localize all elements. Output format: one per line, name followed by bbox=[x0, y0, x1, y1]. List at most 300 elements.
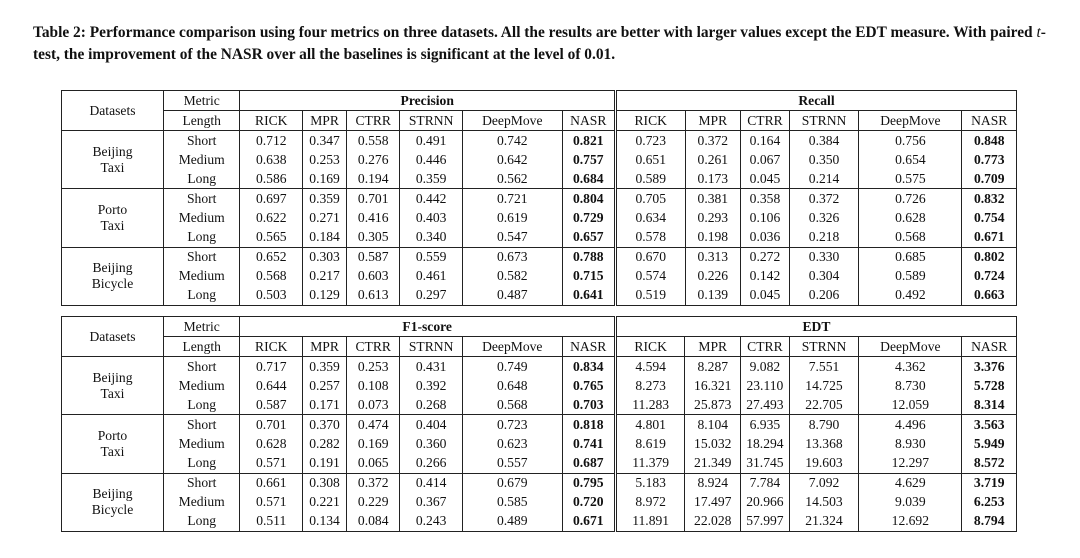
value-cell-right-ctrr: 0.106 bbox=[741, 209, 790, 228]
length-header: Length bbox=[163, 337, 239, 357]
value-cell-right-deepmove: 4.362 bbox=[859, 357, 962, 377]
value-cell-left-deepmove: 0.673 bbox=[462, 247, 562, 267]
length-label: Medium bbox=[163, 267, 239, 286]
value-cell-left-strnn: 0.559 bbox=[400, 247, 463, 267]
value-cell-right-rick: 0.519 bbox=[615, 286, 685, 306]
value-cell-left-strnn: 0.360 bbox=[400, 435, 463, 454]
value-cell-right-mpr: 21.349 bbox=[685, 454, 741, 474]
value-cell-left-rick: 0.503 bbox=[240, 286, 303, 306]
value-cell-right-strnn: 13.368 bbox=[789, 435, 859, 454]
value-cell-left-strnn: 0.446 bbox=[400, 150, 463, 169]
length-label: Medium bbox=[163, 435, 239, 454]
table-row bbox=[62, 376, 1017, 395]
method-header-mpr: MPR bbox=[685, 111, 741, 131]
value-cell-right-ctrr: 57.997 bbox=[741, 512, 790, 532]
value-cell-left-mpr: 0.171 bbox=[303, 395, 347, 415]
value-cell-right-nasr: 3.563 bbox=[962, 415, 1017, 435]
value-cell-right-mpr: 22.028 bbox=[685, 512, 741, 532]
value-cell-left-rick: 0.571 bbox=[255, 494, 287, 510]
value-cell-left-strnn: 0.367 bbox=[400, 493, 463, 512]
length-label: Medium bbox=[163, 209, 239, 228]
value-cell-right-mpr: 15.032 bbox=[685, 435, 741, 454]
value-cell-right-strnn: 14.503 bbox=[789, 493, 859, 512]
value-cell-right-ctrr: 27.493 bbox=[741, 395, 790, 415]
value-cell-left-nasr: 0.821 bbox=[562, 131, 615, 151]
table-row bbox=[62, 247, 1017, 267]
value-cell-right-nasr: 0.832 bbox=[962, 189, 1017, 209]
value-cell-left-nasr: 0.741 bbox=[562, 435, 615, 454]
value-cell-right-strnn: 14.725 bbox=[789, 376, 859, 395]
datasets-header: Datasets bbox=[62, 317, 164, 357]
table-row bbox=[62, 357, 1017, 377]
dataset-name-line2: Taxi bbox=[100, 444, 125, 460]
value-cell-right-nasr: 3.719 bbox=[962, 473, 1017, 493]
value-cell-right-strnn: 0.304 bbox=[789, 267, 859, 286]
method-header-mpr: MPR bbox=[303, 337, 347, 357]
caption-text-part1: Table 2: Performance comparison using four metrics on three datasets. All the results are better with larger values except the EDT measure. With paired bbox=[33, 24, 1037, 41]
value-cell-left-deepmove: 0.721 bbox=[462, 189, 562, 209]
value-cell-right-ctrr: 0.036 bbox=[741, 228, 790, 248]
value-cell-left-ctrr: 0.229 bbox=[347, 493, 400, 512]
value-cell-right-ctrr: 0.045 bbox=[741, 286, 790, 306]
value-cell-right-nasr: 0.663 bbox=[962, 286, 1017, 306]
dataset-name-line2: Taxi bbox=[100, 218, 125, 234]
method-header-ctrr: CTRR bbox=[347, 111, 400, 131]
value-cell-left-rick: 0.622 bbox=[255, 210, 287, 226]
value-cell-left-nasr: 0.834 bbox=[562, 357, 615, 377]
value-cell-right-rick: 11.283 bbox=[615, 395, 685, 415]
method-header-rick: RICK bbox=[240, 337, 303, 357]
length-label: Long bbox=[163, 228, 239, 248]
value-cell-left-deepmove: 0.562 bbox=[462, 169, 562, 189]
metric-name-f1-score: F1-score bbox=[240, 317, 615, 337]
value-cell-left-rick: 0.571 bbox=[240, 454, 303, 474]
value-cell-left-mpr: 0.308 bbox=[303, 473, 347, 493]
value-cell-right-nasr: 5.728 bbox=[962, 376, 1017, 395]
value-cell-left-nasr: 0.757 bbox=[562, 150, 615, 169]
value-cell-right-ctrr: 20.966 bbox=[741, 493, 790, 512]
value-cell-right-strnn: 21.324 bbox=[789, 512, 859, 532]
value-cell-right-rick: 5.183 bbox=[615, 473, 685, 493]
value-cell-left-deepmove: 0.568 bbox=[462, 395, 562, 415]
table-row bbox=[62, 415, 1017, 435]
value-cell-left-mpr: 0.169 bbox=[303, 169, 347, 189]
value-cell-right-deepmove: 4.496 bbox=[859, 415, 962, 435]
length-label: Long bbox=[163, 286, 239, 306]
value-cell-left-rick: 0.661 bbox=[255, 475, 287, 491]
value-cell-right-deepmove: 0.654 bbox=[859, 150, 962, 169]
method-header-deepmove: DeepMove bbox=[462, 337, 562, 357]
value-cell-right-mpr: 25.873 bbox=[685, 395, 741, 415]
table-row bbox=[62, 435, 1017, 454]
method-header-ctrr: CTRR bbox=[741, 337, 790, 357]
value-cell-left-strnn: 0.461 bbox=[400, 267, 463, 286]
metric-name-edt: EDT bbox=[615, 317, 1016, 337]
method-header-ctrr: CTRR bbox=[741, 111, 790, 131]
value-cell-left-rick: 0.565 bbox=[240, 228, 303, 248]
value-cell-right-ctrr: 0.045 bbox=[741, 169, 790, 189]
value-cell-right-strnn: 19.603 bbox=[789, 454, 859, 474]
table-row bbox=[62, 286, 1017, 306]
value-cell-right-rick: 11.379 bbox=[615, 454, 685, 474]
value-cell-left-rick: 0.568 bbox=[255, 268, 287, 284]
method-header-rick: RICK bbox=[615, 111, 685, 131]
table-row bbox=[62, 454, 1017, 474]
method-header-nasr: NASR bbox=[562, 337, 615, 357]
value-cell-right-strnn: 0.206 bbox=[789, 286, 859, 306]
dataset-name-line1: Beijing bbox=[92, 486, 133, 502]
value-cell-left-mpr: 0.184 bbox=[303, 228, 347, 248]
value-cell-right-nasr: 0.773 bbox=[962, 150, 1017, 169]
value-cell-right-mpr: 0.173 bbox=[685, 169, 741, 189]
table-row bbox=[62, 267, 1017, 286]
value-cell-left-rick: 0.697 bbox=[255, 191, 287, 207]
metric-header: Metric bbox=[163, 317, 239, 337]
value-cell-left-ctrr: 0.372 bbox=[347, 473, 400, 493]
header-row-methods bbox=[62, 111, 1017, 131]
value-cell-left-ctrr: 0.305 bbox=[347, 228, 400, 248]
dataset-name-line1: Beijing bbox=[92, 260, 133, 276]
value-cell-left-strnn: 0.442 bbox=[400, 189, 463, 209]
dataset-name-line2: Bicycle bbox=[91, 276, 134, 292]
value-cell-left-deepmove: 0.547 bbox=[462, 228, 562, 248]
value-cell-left-nasr: 0.765 bbox=[562, 376, 615, 395]
value-cell-right-nasr: 8.794 bbox=[962, 512, 1017, 532]
value-cell-right-rick: 0.589 bbox=[615, 169, 685, 189]
value-cell-right-strnn: 7.551 bbox=[789, 357, 859, 377]
value-cell-right-strnn: 0.218 bbox=[789, 228, 859, 248]
metric-name-recall: Recall bbox=[615, 91, 1016, 111]
length-label: Short bbox=[163, 131, 239, 151]
value-cell-left-deepmove: 0.585 bbox=[462, 493, 562, 512]
value-cell-left-mpr: 0.253 bbox=[303, 150, 347, 169]
length-label: Medium bbox=[163, 376, 239, 395]
value-cell-right-ctrr: 0.272 bbox=[741, 247, 790, 267]
method-header-strnn: STRNN bbox=[789, 337, 859, 357]
length-label: Short bbox=[163, 247, 239, 267]
value-cell-right-ctrr: 7.784 bbox=[741, 473, 790, 493]
value-cell-left-mpr: 0.282 bbox=[303, 435, 347, 454]
method-header-rick: RICK bbox=[615, 337, 685, 357]
value-cell-left-rick: 0.638 bbox=[255, 151, 287, 167]
value-cell-right-rick: 0.670 bbox=[615, 247, 685, 267]
value-cell-left-strnn: 0.414 bbox=[400, 473, 463, 493]
length-label: Medium bbox=[163, 493, 239, 512]
method-header-nasr: NASR bbox=[562, 111, 615, 131]
value-cell-left-nasr: 0.729 bbox=[562, 209, 615, 228]
value-cell-right-rick: 11.891 bbox=[615, 512, 685, 532]
value-cell-right-deepmove: 0.589 bbox=[859, 267, 962, 286]
value-cell-left-rick: 0.701 bbox=[255, 417, 287, 433]
value-cell-left-mpr: 0.303 bbox=[303, 247, 347, 267]
value-cell-left-ctrr: 0.474 bbox=[347, 415, 400, 435]
dataset-label bbox=[62, 415, 164, 473]
table-row bbox=[62, 209, 1017, 228]
length-label: Short bbox=[163, 415, 239, 435]
value-cell-left-ctrr: 0.603 bbox=[347, 267, 400, 286]
value-cell-right-ctrr: 31.745 bbox=[741, 454, 790, 474]
dataset-name-line1: Beijing bbox=[92, 369, 133, 385]
method-header-ctrr: CTRR bbox=[347, 337, 400, 357]
value-cell-left-strnn: 0.392 bbox=[400, 376, 463, 395]
value-cell-right-rick: 0.574 bbox=[615, 267, 685, 286]
value-cell-left-strnn: 0.243 bbox=[400, 512, 463, 532]
value-cell-left-deepmove: 0.749 bbox=[462, 357, 562, 377]
table-row bbox=[62, 473, 1017, 493]
method-header-strnn: STRNN bbox=[400, 111, 463, 131]
value-cell-left-nasr: 0.720 bbox=[562, 493, 615, 512]
length-header: Length bbox=[163, 111, 239, 131]
value-cell-left-deepmove: 0.582 bbox=[462, 267, 562, 286]
value-cell-left-strnn: 0.268 bbox=[400, 395, 463, 415]
method-header-deepmove: DeepMove bbox=[859, 111, 962, 131]
value-cell-right-strnn: 0.384 bbox=[789, 131, 859, 151]
value-cell-right-ctrr: 23.110 bbox=[741, 376, 790, 395]
value-cell-left-nasr: 0.804 bbox=[562, 189, 615, 209]
method-header-nasr: NASR bbox=[962, 111, 1017, 131]
value-cell-left-deepmove: 0.723 bbox=[462, 415, 562, 435]
value-cell-left-ctrr: 0.169 bbox=[347, 435, 400, 454]
dataset-name-line2: Bicycle bbox=[91, 502, 134, 518]
value-cell-right-rick: 4.801 bbox=[615, 415, 685, 435]
table-caption bbox=[33, 22, 1053, 66]
dataset-name-line2: Taxi bbox=[100, 385, 125, 401]
value-cell-right-mpr: 0.226 bbox=[685, 267, 741, 286]
caption-t-italic: t bbox=[1036, 24, 1041, 41]
value-cell-right-nasr: 0.709 bbox=[962, 169, 1017, 189]
value-cell-right-deepmove: 8.930 bbox=[859, 435, 962, 454]
value-cell-left-deepmove: 0.742 bbox=[462, 131, 562, 151]
value-cell-left-rick: 0.586 bbox=[240, 169, 303, 189]
value-cell-right-mpr: 0.313 bbox=[685, 247, 741, 267]
value-cell-right-rick: 8.972 bbox=[615, 493, 685, 512]
value-cell-left-ctrr: 0.108 bbox=[347, 376, 400, 395]
dataset-name-line2: Taxi bbox=[100, 159, 125, 175]
table-row bbox=[62, 512, 1017, 532]
value-cell-left-rick: 0.652 bbox=[255, 249, 287, 265]
value-cell-right-strnn: 0.372 bbox=[789, 189, 859, 209]
dataset-label bbox=[62, 131, 164, 189]
value-cell-right-mpr: 16.321 bbox=[685, 376, 741, 395]
caption-text-part2: -test, the improvement of the NASR over all the baselines is significant at the level of 0.01. bbox=[33, 24, 1046, 63]
value-cell-right-rick: 0.651 bbox=[615, 150, 685, 169]
value-cell-right-strnn: 22.705 bbox=[789, 395, 859, 415]
value-cell-left-ctrr: 0.701 bbox=[347, 189, 400, 209]
value-cell-left-deepmove: 0.642 bbox=[462, 150, 562, 169]
value-cell-left-ctrr: 0.416 bbox=[347, 209, 400, 228]
value-cell-right-nasr: 8.572 bbox=[962, 454, 1017, 474]
method-header-rick: RICK bbox=[240, 111, 303, 131]
value-cell-left-mpr: 0.129 bbox=[303, 286, 347, 306]
method-header-mpr: MPR bbox=[303, 111, 347, 131]
method-header-deepmove: DeepMove bbox=[859, 337, 962, 357]
value-cell-left-deepmove: 0.557 bbox=[462, 454, 562, 474]
header-row-metric bbox=[62, 91, 1017, 111]
value-cell-left-mpr: 0.370 bbox=[303, 415, 347, 435]
value-cell-right-deepmove: 12.297 bbox=[859, 454, 962, 474]
table-row bbox=[62, 150, 1017, 169]
value-cell-left-ctrr: 0.194 bbox=[347, 169, 400, 189]
value-cell-left-nasr: 0.687 bbox=[562, 454, 615, 474]
dataset-label bbox=[62, 189, 164, 247]
dataset-label bbox=[62, 247, 164, 305]
value-cell-left-rick: 0.712 bbox=[255, 132, 287, 148]
value-cell-right-ctrr: 6.935 bbox=[741, 415, 790, 435]
value-cell-right-deepmove: 0.628 bbox=[859, 209, 962, 228]
value-cell-left-mpr: 0.271 bbox=[303, 209, 347, 228]
value-cell-left-mpr: 0.134 bbox=[303, 512, 347, 532]
metric-header: Metric bbox=[163, 91, 239, 111]
length-label: Long bbox=[163, 454, 239, 474]
dataset-name-line1: Porto bbox=[97, 202, 128, 218]
value-cell-right-ctrr: 18.294 bbox=[741, 435, 790, 454]
value-cell-left-ctrr: 0.558 bbox=[347, 131, 400, 151]
value-cell-left-mpr: 0.217 bbox=[303, 267, 347, 286]
value-cell-left-deepmove: 0.487 bbox=[462, 286, 562, 306]
value-cell-right-nasr: 0.724 bbox=[962, 267, 1017, 286]
value-cell-left-deepmove: 0.489 bbox=[462, 512, 562, 532]
value-cell-right-deepmove: 0.492 bbox=[859, 286, 962, 306]
value-cell-left-ctrr: 0.073 bbox=[347, 395, 400, 415]
value-cell-right-ctrr: 0.164 bbox=[741, 131, 790, 151]
table-row bbox=[62, 228, 1017, 248]
value-cell-right-rick: 0.723 bbox=[615, 131, 685, 151]
value-cell-left-strnn: 0.359 bbox=[400, 169, 463, 189]
value-cell-left-rick: 0.511 bbox=[240, 512, 303, 532]
value-cell-right-ctrr: 9.082 bbox=[741, 357, 790, 377]
value-cell-left-nasr: 0.818 bbox=[562, 415, 615, 435]
length-label: Short bbox=[163, 473, 239, 493]
table-row bbox=[62, 189, 1017, 209]
value-cell-right-ctrr: 0.358 bbox=[741, 189, 790, 209]
value-cell-left-strnn: 0.266 bbox=[400, 454, 463, 474]
value-cell-right-rick: 0.578 bbox=[615, 228, 685, 248]
value-cell-left-nasr: 0.715 bbox=[562, 267, 615, 286]
value-cell-right-mpr: 0.381 bbox=[685, 189, 741, 209]
dataset-label bbox=[62, 357, 164, 415]
value-cell-right-strnn: 0.214 bbox=[789, 169, 859, 189]
performance-table-1 bbox=[61, 90, 1017, 306]
value-cell-left-deepmove: 0.648 bbox=[462, 376, 562, 395]
value-cell-left-strnn: 0.491 bbox=[400, 131, 463, 151]
table-row bbox=[62, 169, 1017, 189]
value-cell-right-deepmove: 4.629 bbox=[859, 473, 962, 493]
method-header-strnn: STRNN bbox=[400, 337, 463, 357]
value-cell-right-rick: 8.273 bbox=[615, 376, 685, 395]
value-cell-right-nasr: 8.314 bbox=[962, 395, 1017, 415]
value-cell-right-deepmove: 0.568 bbox=[859, 228, 962, 248]
value-cell-right-rick: 0.634 bbox=[615, 209, 685, 228]
value-cell-right-deepmove: 0.575 bbox=[859, 169, 962, 189]
value-cell-left-nasr: 0.657 bbox=[562, 228, 615, 248]
value-cell-left-rick: 0.644 bbox=[255, 377, 287, 393]
table-row bbox=[62, 131, 1017, 151]
value-cell-left-deepmove: 0.679 bbox=[462, 473, 562, 493]
value-cell-left-ctrr: 0.065 bbox=[347, 454, 400, 474]
value-cell-right-strnn: 0.350 bbox=[789, 150, 859, 169]
length-label: Long bbox=[163, 169, 239, 189]
table-row bbox=[62, 395, 1017, 415]
value-cell-right-nasr: 5.949 bbox=[962, 435, 1017, 454]
value-cell-right-deepmove: 8.730 bbox=[859, 376, 962, 395]
dataset-name-line1: Porto bbox=[97, 428, 128, 444]
value-cell-right-deepmove: 0.726 bbox=[859, 189, 962, 209]
header-row-metric bbox=[62, 317, 1017, 337]
value-cell-left-strnn: 0.431 bbox=[400, 357, 463, 377]
value-cell-right-deepmove: 0.685 bbox=[859, 247, 962, 267]
value-cell-right-mpr: 8.287 bbox=[685, 357, 741, 377]
dataset-name-line1: Beijing bbox=[92, 143, 133, 159]
value-cell-right-rick: 4.594 bbox=[615, 357, 685, 377]
value-cell-right-mpr: 0.198 bbox=[685, 228, 741, 248]
value-cell-right-rick: 0.705 bbox=[615, 189, 685, 209]
value-cell-left-mpr: 0.347 bbox=[303, 131, 347, 151]
value-cell-right-strnn: 0.330 bbox=[789, 247, 859, 267]
datasets-header: Datasets bbox=[62, 91, 164, 131]
value-cell-right-strnn: 8.790 bbox=[789, 415, 859, 435]
value-cell-right-mpr: 17.497 bbox=[685, 493, 741, 512]
value-cell-right-ctrr: 0.142 bbox=[741, 267, 790, 286]
method-header-deepmove: DeepMove bbox=[462, 111, 562, 131]
value-cell-left-strnn: 0.340 bbox=[400, 228, 463, 248]
method-header-nasr: NASR bbox=[962, 337, 1017, 357]
length-label: Short bbox=[163, 357, 239, 377]
value-cell-left-mpr: 0.191 bbox=[303, 454, 347, 474]
length-label: Medium bbox=[163, 150, 239, 169]
value-cell-left-nasr: 0.684 bbox=[562, 169, 615, 189]
header-row-methods bbox=[62, 337, 1017, 357]
value-cell-right-mpr: 8.924 bbox=[685, 473, 741, 493]
value-cell-right-nasr: 0.671 bbox=[962, 228, 1017, 248]
value-cell-right-mpr: 0.372 bbox=[685, 131, 741, 151]
value-cell-left-ctrr: 0.587 bbox=[347, 247, 400, 267]
value-cell-right-strnn: 0.326 bbox=[789, 209, 859, 228]
value-cell-left-mpr: 0.257 bbox=[303, 376, 347, 395]
value-cell-left-strnn: 0.404 bbox=[400, 415, 463, 435]
value-cell-right-nasr: 0.802 bbox=[962, 247, 1017, 267]
value-cell-left-rick: 0.628 bbox=[255, 436, 287, 452]
value-cell-left-ctrr: 0.084 bbox=[347, 512, 400, 532]
value-cell-right-mpr: 0.139 bbox=[685, 286, 741, 306]
value-cell-right-nasr: 0.754 bbox=[962, 209, 1017, 228]
table-row bbox=[62, 493, 1017, 512]
value-cell-right-mpr: 0.293 bbox=[685, 209, 741, 228]
method-header-mpr: MPR bbox=[685, 337, 741, 357]
value-cell-left-nasr: 0.671 bbox=[562, 512, 615, 532]
value-cell-right-deepmove: 12.059 bbox=[859, 395, 962, 415]
value-cell-left-ctrr: 0.253 bbox=[347, 357, 400, 377]
length-label: Long bbox=[163, 512, 239, 532]
value-cell-right-rick: 8.619 bbox=[615, 435, 685, 454]
value-cell-right-deepmove: 9.039 bbox=[859, 493, 962, 512]
value-cell-left-ctrr: 0.613 bbox=[347, 286, 400, 306]
dataset-label bbox=[62, 473, 164, 531]
value-cell-left-nasr: 0.788 bbox=[562, 247, 615, 267]
value-cell-right-mpr: 0.261 bbox=[685, 150, 741, 169]
value-cell-left-nasr: 0.641 bbox=[562, 286, 615, 306]
value-cell-right-deepmove: 12.692 bbox=[859, 512, 962, 532]
value-cell-left-ctrr: 0.276 bbox=[347, 150, 400, 169]
length-label: Long bbox=[163, 395, 239, 415]
value-cell-right-mpr: 8.104 bbox=[685, 415, 741, 435]
value-cell-left-deepmove: 0.623 bbox=[462, 435, 562, 454]
value-cell-left-mpr: 0.359 bbox=[303, 189, 347, 209]
value-cell-left-rick: 0.587 bbox=[240, 395, 303, 415]
value-cell-left-strnn: 0.403 bbox=[400, 209, 463, 228]
value-cell-right-nasr: 6.253 bbox=[962, 493, 1017, 512]
value-cell-right-nasr: 0.848 bbox=[962, 131, 1017, 151]
performance-table-2 bbox=[61, 316, 1017, 532]
